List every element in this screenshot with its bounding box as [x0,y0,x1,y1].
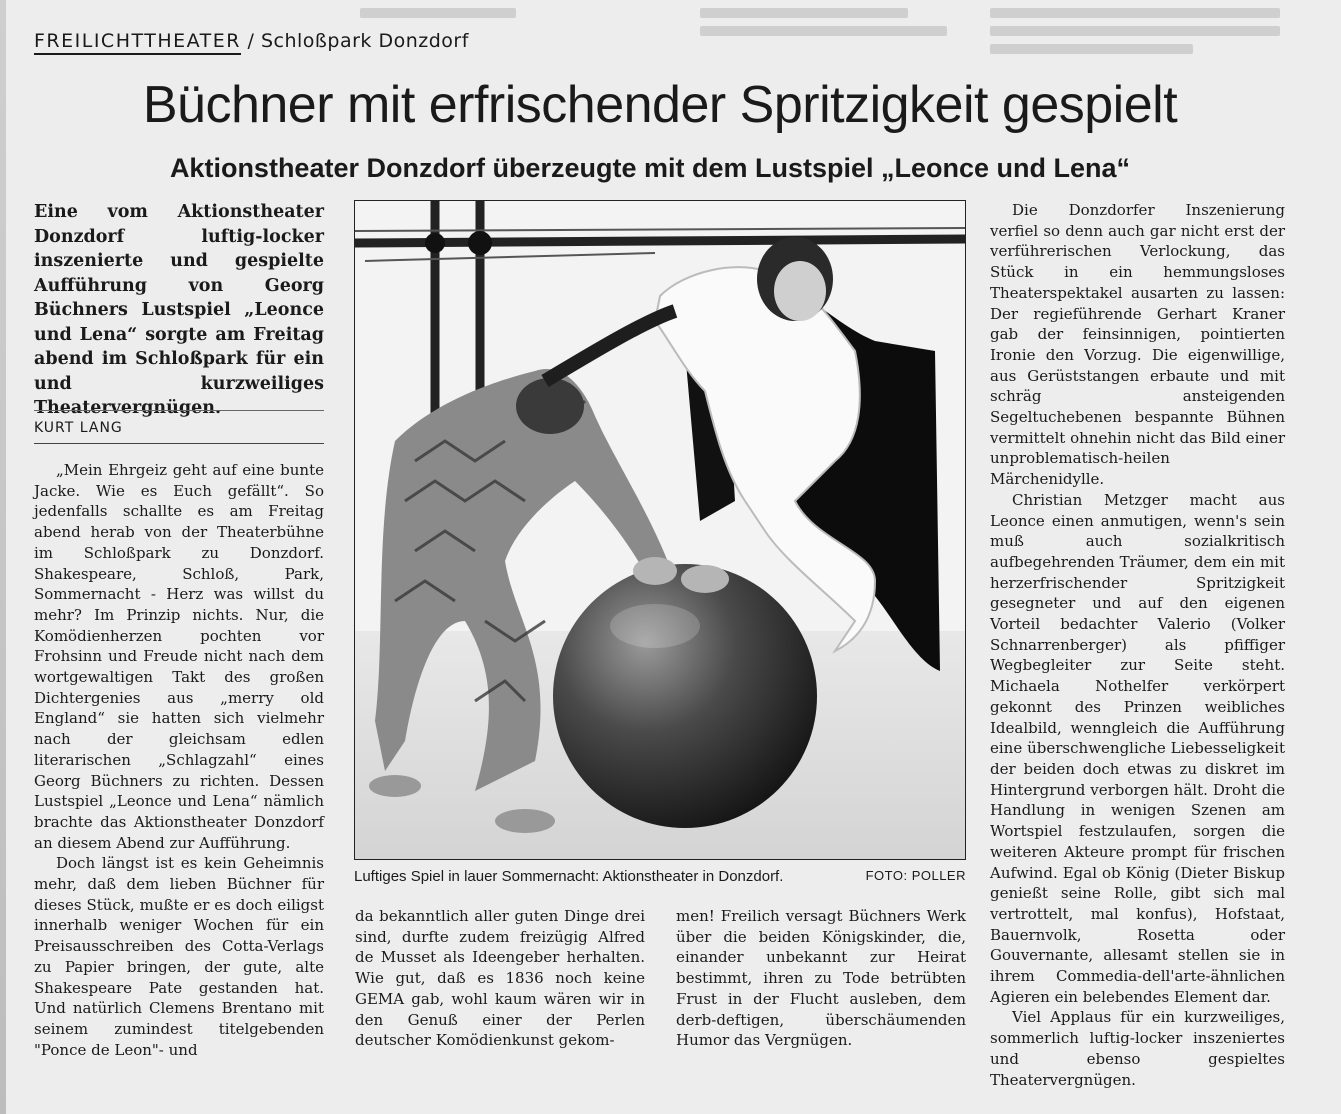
article-paragraph: Viel Applaus für ein kurzweiliges, sommerlich luftig-locker inszeniertes und ebenso gespieltes Theatervergnügen. [990,1008,1285,1089]
section-separator: / [241,30,261,52]
byline: KURT LANG [34,420,123,436]
photo-caption-row [354,868,966,885]
adjacent-article-bleed [990,0,1280,84]
headline: Büchner mit erfrischender Spritzigkeit gespielt [142,76,1178,134]
photo-caption: Luftiges Spiel in lauer Sommernacht: Aktionstheater in Donzdorf. [354,868,784,885]
article-paragraph: Doch längst ist es kein Geheimnis mehr, daß dem lieben Büchner für dieses Stück, mußte er es doch eiligst innerhalb weniger Wochen für ein Preisausschreiben des Cotta-Verlags zu Papier bringen, der gute, alte Shakespeare Pate gestanden hat. Und natürlich Clemens Brentano mit seinem zumindest titelgebenden "Ponce de Leon"- und [34,854,324,1059]
article-column-1 [34,460,324,1060]
byline-rule [34,443,324,444]
subheadline: Aktionstheater Donzdorf überzeugte mit dem Lustspiel „Leonce und Lena“ [169,153,1131,183]
article-column-2 [355,906,645,1051]
article-paragraph: Christian Metzger macht aus Leonce einen anmutigen, wenn's sein muß auch sozialkritisch aufbegehrenden Träumer, dem ein mit herzerfrischender Spritzigkeit gesegneter und auf den eigenen Vorteil bedachter Valerio (Volker Schnarrenberger) als pfiffiger Wegbegleiter zur Seite steht. Michaela Nothelfer verkörpert gekonnt des Prinzen weibliches Idealbild, wenngleich die Aufführung eine überschwengliche Liebesseligkeit der beiden doch etwas zu diskret im Hintergrund verborgen hält. Droht die Handlung in wenigen Szenen am Wortspiel festzulaufen, sorgen die weiteren Akteure prompt für frischen Aufwind. Egal ob König (Dieter Biskup genießt seine Rolle, gibt sich mal vertrottelt, mal konfus), Hofstaat, Bauernvolk, Rosetta oder Gouvernante, allesamt stellen sie in ihrem Commedia-dell'arte-ähnlichen Agieren ein belebendes Element dar. [990,490,1285,1006]
article-paragraph: „Mein Ehrgeiz geht auf eine bunte Jacke. Wie es Euch gefällt“. So jedenfalls schallte es am Freitag abend herab von der Theaterbühne im Schloßpark zu Donzdorf. Shakespeare, Schloß, Park, Sommernacht - Herz was willst du mehr? Im Prinzip nichts. Nur, die Komödienherzen pochten vor Frohsinn und Freude nicht nach dem wortgewaltigen Takt des großen Dichtergenies aus „merry old England“ sie hatten sich vielmehr nach der gleichsam edlen literarischen „Schlagzahl“ eines Georg Büchners zu richten. Dessen Lustspiel „Leonce und Lena“ nämlich brachte das Aktionstheater Donzdorf an diesem Abend zur Aufführung. [34,461,324,852]
photo-credit: FOTO: POLLER [865,868,966,883]
article-column-3 [676,906,966,1051]
adjacent-article-bleed [700,0,960,84]
article-paragraph: Die Donzdorfer Inszenierung verfiel so denn auch gar nicht erst der verführerischen Verlockung, das Stück in ein hemmungsloses Theaterspektakel ausarten zu lassen: Der regieführende Gerhart Kraner gab der feinsinnigen, pointierten Ironie den Vorzug. Die eigenwillige, aus Gerüststangen erbaute und mit schräg ansteigenden Segeltuchebenen bespannte Bühnen vermittelt ohnehin nicht das Bild einer unproblematisch-heilen Märchenidylle. [990,201,1285,489]
lead-paragraph: Eine vom Aktionstheater Donzdorf luftig-locker inszenierte und gespielte Aufführung von Georg Büchners Lustspiel „Leonce und Lena“ sorgte am Freitag abend im Schloßpark für ein und kurzweiliges Theatervergnügen. [34,202,324,418]
section-kicker [34,30,469,52]
article-column-4 [990,200,1285,1090]
section-name: FREILICHTTHEATER [34,30,241,55]
article-photo [354,200,966,860]
article-paragraph: men! Freilich versagt Büchners Werk über die beiden Königskinder, die, einander unbekannt zur Heirat bestimmt, ihren zu Tode betrübten Frust in der Flucht ausleben, dem derb-deftigen, überschäumenden Humor das Vergnügen. [676,907,966,1050]
article-paragraph: da bekanntlich aller guten Dinge drei sind, durfte zudem freizügig Alfred de Musset als Ideengeber herhalten. Wie gut, daß es 1836 noch keine GEMA gab, wohl kaum wären wir in den Genuß einer der Perlen deutscher Komödienkunst gekom- [355,907,645,1050]
photo-illustration [355,201,965,859]
section-location: Schloßpark Donzdorf [260,30,469,52]
byline-rule-top [34,410,324,411]
